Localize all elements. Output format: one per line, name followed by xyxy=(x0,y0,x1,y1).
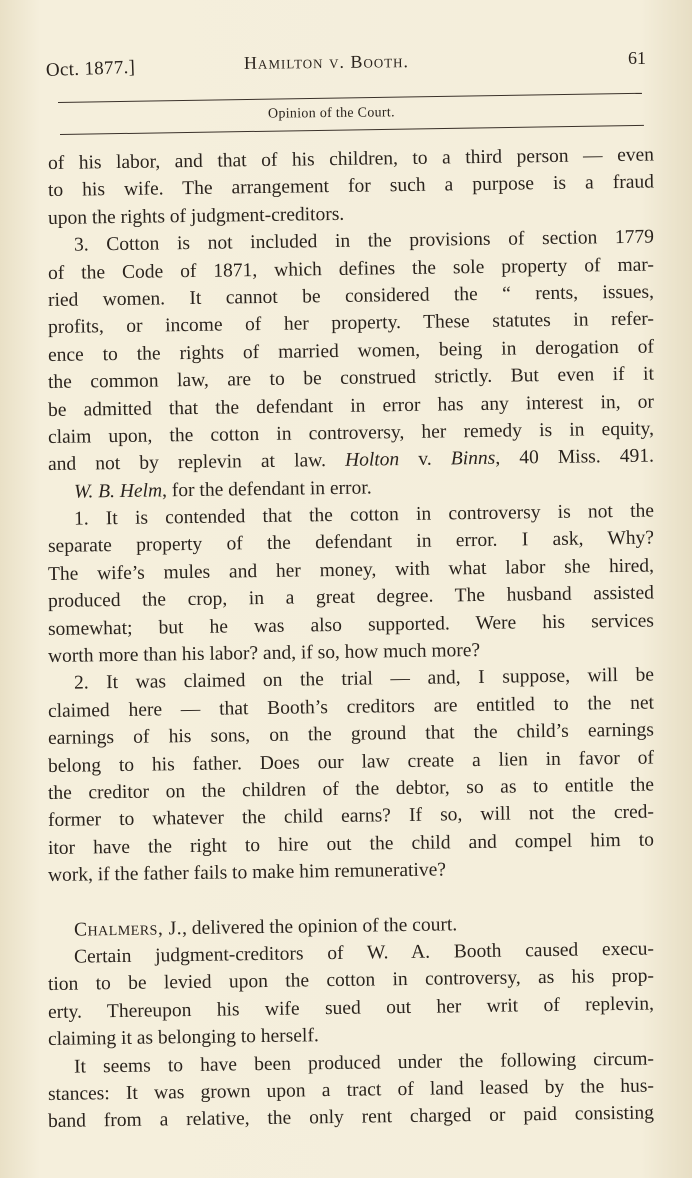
text-line: claimed here — that Booth’s creditors are entitled to the net xyxy=(47,692,655,722)
text-line: 2. It was claimed on the trial — and, I suppose, will be xyxy=(73,664,655,695)
citation-case-name: Holton xyxy=(344,449,400,472)
body-text xyxy=(47,144,655,1136)
header-rule-top xyxy=(58,93,642,103)
text-line: of his labor, and that of his children, to a third person — even xyxy=(47,144,655,174)
judge-role: , delivered the opinion of the court. xyxy=(181,913,458,939)
page-number: 61 xyxy=(628,48,646,68)
text-line: the creditor on the children of the debtor, so as to entitle the xyxy=(47,774,655,804)
header-rule-bottom xyxy=(60,125,644,135)
text-line: work, if the father fails to make him remunerative? xyxy=(47,859,447,887)
text-line: claiming it as belonging to herself. xyxy=(47,1025,319,1051)
text-line: produced the crop, in a great degree. The husband assisted xyxy=(47,582,655,613)
citation-lead: and not by replevin at law. xyxy=(47,450,327,476)
case-title: Hamilton v. Booth. xyxy=(243,51,410,73)
text-line: ried women. It cannot be considered the “ rents, issues, xyxy=(47,281,655,311)
citation-reporter: , 40 Miss. 491. xyxy=(495,445,655,470)
text-line: earnings of his sons, on the ground that the child’s earnings xyxy=(47,719,655,750)
section-heading: Opinion of the Court. xyxy=(267,105,395,122)
text-line: worth more than his labor? and, if so, how much more? xyxy=(47,639,481,668)
running-head xyxy=(0,0,692,90)
text-line: erty. Thereupon his wife sued out her writ of replevin, xyxy=(47,993,655,1023)
text-line: It seems to have been produced under the following circum- xyxy=(73,1048,655,1078)
text-line: ence to the rights of married women, being in derogation of xyxy=(47,336,655,366)
text-line: profits, or income of her property. These statutes in refer- xyxy=(47,308,655,339)
text-line: 1. It is contended that the cotton in controversy is not the xyxy=(73,500,655,530)
text-line: of the Code of 1871, which defines the sole property of mar- xyxy=(47,254,655,284)
text-line: Certain judgment-creditors of W. A. Booth caused execu- xyxy=(73,938,655,968)
term-date: Oct. 1877.] xyxy=(45,56,136,81)
counsel-role: , for the defendant in error. xyxy=(161,477,372,502)
text-line: 3. Cotton is not included in the provisions of section 1779 xyxy=(73,226,655,256)
text-line: separate property of the defendant in error. I ask, Why? xyxy=(47,528,655,558)
text-line: stances: It was grown upon a tract of land leased by the hus- xyxy=(47,1075,655,1105)
text-line: to his wife. The arrangement for such a purpose is a fraud xyxy=(47,171,655,202)
text-line: upon the rights of judgment-creditors. xyxy=(47,203,345,229)
citation-party: Binns xyxy=(450,448,496,470)
text-line: itor have the right to hire out the child and compel him to xyxy=(47,829,655,859)
text-line: the common law, are to be construed strictly. But even if it xyxy=(47,363,655,394)
text-line: The wife’s mules and her money, with what labor she hired, xyxy=(47,555,655,585)
text-line: band from a relative, the only rent charged or paid consisting xyxy=(47,1102,655,1133)
text-line: somewhat; but he was also supported. Were his services xyxy=(47,610,655,640)
text-line: claim upon, the cotton in controversy, her remedy is in equity, xyxy=(47,418,655,448)
text-line: tion to be levied upon the cotton in controversy, as his prop- xyxy=(47,965,655,996)
text-line: belong to his father. Does our law create a lien in favor of xyxy=(47,747,655,777)
text-line: former to whatever the child earns? If so, will not the cred- xyxy=(47,801,655,832)
counsel-name: W. B. Helm xyxy=(73,480,163,503)
text-line: be admitted that the defendant in error has any interest in, or xyxy=(47,391,655,421)
citation-versus: v. xyxy=(399,448,451,471)
judge-name: Chalmers, J. xyxy=(73,917,183,941)
